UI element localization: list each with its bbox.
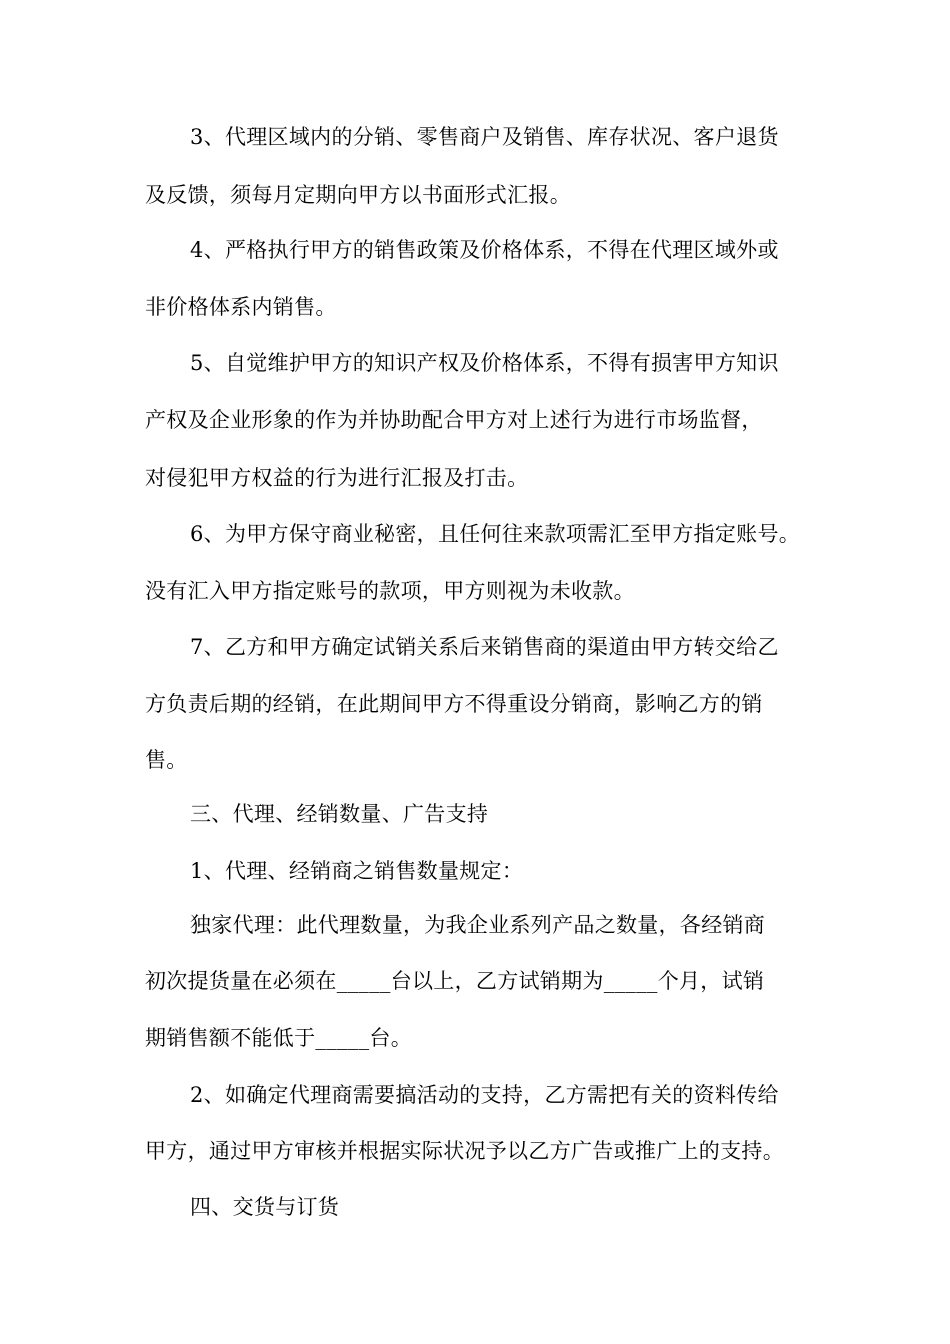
section-heading: 三、代理、经销数量、广告支持 (190, 802, 489, 826)
paragraph-line: 独家代理：此代理数量，为我企业系列产品之数量，各经销商 (190, 913, 766, 937)
paragraph-line: 1、代理、经销商之销售数量规定： (190, 859, 524, 883)
paragraph-line: 对侵犯甲方权益的行为进行汇报及打击。 (145, 466, 529, 490)
paragraph-line: 非价格体系内销售。 (145, 295, 337, 319)
paragraph-line: 7、乙方和甲方确定试销关系后来销售商的渠道由甲方转交给乙 (190, 635, 779, 659)
paragraph-line: 4、严格执行甲方的销售政策及价格体系，不得在代理区域外或 (190, 238, 779, 262)
paragraph-line: 3、代理区域内的分销、零售商户及销售、库存状况、客户退货 (190, 125, 779, 149)
paragraph-line: 售。 (145, 748, 188, 772)
paragraph-line: 方负责后期的经销，在此期间甲方不得重设分销商，影响乙方的销 (145, 692, 763, 716)
paragraph-line: 没有汇入甲方指定账号的款项，甲方则视为未收款。 (145, 579, 635, 603)
paragraph-line: 5、自觉维护甲方的知识产权及价格体系，不得有损害甲方知识 (190, 351, 779, 375)
paragraph-line: 初次提货量在必须在_____台以上，乙方试销期为_____个月，试销 (145, 969, 765, 993)
section-heading: 四、交货与订货 (190, 1195, 340, 1219)
paragraph-line: 甲方，通过甲方审核并根据实际状况予以乙方广告或推广上的支持。 (145, 1139, 784, 1163)
paragraph-line: 6、为甲方保守商业秘密，且任何往来款项需汇至甲方指定账号。 (190, 522, 801, 546)
paragraph-line: 及反馈，须每月定期向甲方以书面形式汇报。 (145, 183, 571, 207)
paragraph-line: 期销售额不能低于_____台。 (145, 1026, 412, 1050)
paragraph-line: 2、如确定代理商需要搞活动的支持，乙方需把有关的资料传给 (190, 1083, 779, 1107)
paragraph-line: 产权及企业形象的作为并协助配合甲方对上述行为进行市场监督， (145, 408, 763, 432)
